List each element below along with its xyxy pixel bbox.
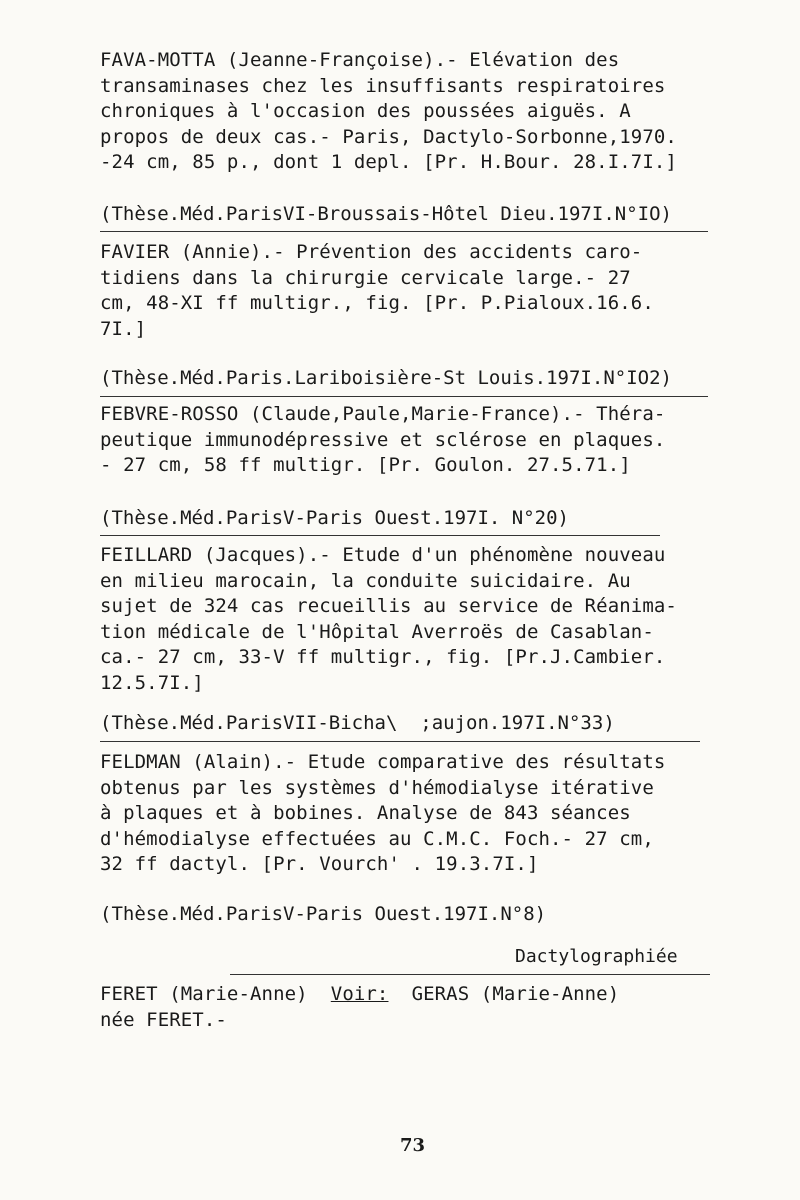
entry-line: propos de deux cas.- Paris, Dactylo-Sorbonne,1970. — [100, 125, 677, 148]
entry-line: FAVA-MOTTA (Jeanne-Françoise).- Elévation des — [100, 49, 620, 71]
entry-line: 12.5.7I.] — [100, 671, 204, 694]
entry-feillard — [100, 543, 720, 697]
entry-line: -24 cm, 85 p., dont 1 depl. [Pr. H.Bour. 28.I.7I.] — [100, 151, 677, 174]
cross-reference-name: FERET (Marie-Anne) — [100, 983, 308, 1005]
entry-line: FELDMAN (Alain).- Etude comparative des résultats — [100, 751, 666, 773]
entry-line: d'hémodialyse effectuées au C.M.C. Foch.- 27 cm, — [100, 827, 654, 850]
entry-line: obtenus par les systèmes d'hémodialyse itérative — [100, 776, 654, 799]
entry-line: tidiens dans la chirurgie cervicale large.- 27 — [100, 266, 631, 289]
entry-line: sujet de 324 cas recueillis au service de Réanima- — [100, 595, 677, 618]
separator-rule — [100, 741, 700, 742]
entry-line: 32 ff dactyl. [Pr. Vourch' . 19.3.7I.] — [100, 853, 539, 876]
entry-febvre-rosso — [100, 402, 720, 479]
entry-fava-motta — [100, 48, 720, 176]
entry-line: peutique immunodépressive et sclérose en plaques. — [100, 428, 666, 451]
cross-reference-target: GERAS (Marie-Anne) — [411, 983, 620, 1005]
entry-line: FAVIER (Annie).- Prévention des accidents caro- — [100, 241, 643, 263]
separator-rule — [230, 974, 710, 975]
separator-rule — [100, 396, 708, 397]
entry-line: tion médicale de l'Hôpital Averroës de Casablan- — [100, 620, 654, 643]
see-also-label: Voir: — [330, 983, 389, 1005]
entry-line: cm, 48-XI ff multigr., fig. [Pr. P.Pialoux.16.6. — [100, 292, 654, 315]
page-number: 73 — [400, 1135, 426, 1156]
entry-line: 7I.] — [100, 317, 147, 340]
entry-line: FEILLARD (Jacques).- Etude d'un phénomène nouveau — [100, 544, 666, 566]
cross-reference — [100, 982, 730, 1033]
entry-line: chroniques à l'occasion des poussées aiguës. A — [100, 100, 631, 123]
thesis-reference: (Thèse.Méd.Paris.Lariboisière-St Louis.197I.N°IO2) — [100, 367, 672, 389]
separator-rule — [100, 231, 708, 232]
thesis-reference: (Thèse.Méd.ParisVII-Bicha\ ;aujon.197I.N°33) — [100, 712, 615, 734]
entry-favier — [100, 240, 720, 342]
thesis-reference: (Thèse.Méd.ParisVI-Broussais-Hôtel Dieu.197I.N°IO) — [100, 203, 672, 225]
entry-line: FEBVRE-ROSSO (Claude,Paule,Marie-France).- Théra- — [100, 403, 666, 425]
entry-line: en milieu marocain, la conduite suicidaire. Au — [100, 569, 631, 592]
thesis-reference: (Thèse.Méd.ParisV-Paris Ouest.197I. N°20) — [100, 507, 569, 529]
cross-reference-line: née FERET.- — [100, 1008, 227, 1031]
entry-line: transaminases chez les insuffisants respiratoires — [100, 74, 666, 97]
entry-line: ca.- 27 cm, 33-V ff multigr., fig. [Pr.J.Cambier. — [100, 646, 666, 669]
cross-reference-line — [100, 982, 730, 1008]
entry-line: - 27 cm, 58 ff multigr. [Pr. Goulon. 27.5.71.] — [100, 454, 631, 477]
typing-note: Dactylographiée — [515, 946, 678, 967]
entry-line: à plaques et à bobines. Analyse de 843 séances — [100, 802, 631, 825]
entry-feldman — [100, 750, 720, 878]
separator-rule — [100, 535, 660, 536]
thesis-reference: (Thèse.Méd.ParisV-Paris Ouest.197I.N°8) — [100, 903, 547, 925]
